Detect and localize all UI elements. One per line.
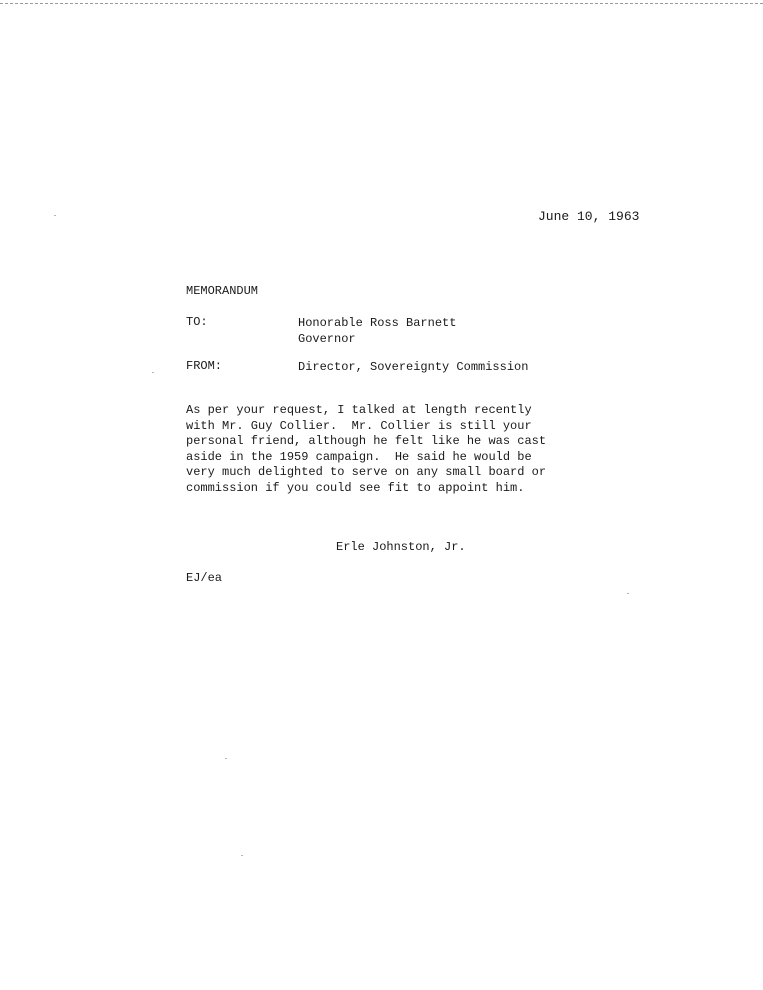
memo-date: June 10, 1963	[538, 209, 640, 224]
body-line: aside in the 1959 campaign. He said he would be	[186, 449, 532, 464]
scan-speck	[225, 758, 227, 759]
scan-speck	[54, 215, 56, 216]
signature: Erle Johnston, Jr.	[336, 540, 466, 554]
scan-speck	[627, 593, 629, 594]
to-label: TO:	[186, 315, 208, 329]
body-line: personal friend, although he felt like he was cast	[186, 434, 547, 448]
body-line: commission if you could see fit to appoint him.	[186, 480, 525, 495]
memo-heading: MEMORANDUM	[186, 284, 259, 298]
scan-speck	[152, 372, 154, 373]
scan-speck	[241, 855, 243, 856]
to-value	[298, 315, 456, 347]
typist-initials: EJ/ea	[186, 571, 223, 585]
body-line: As per your request, I talked at length recently	[186, 403, 532, 417]
memo-body	[186, 403, 566, 496]
from-label: FROM:	[186, 359, 223, 373]
page-top-edge	[0, 3, 763, 4]
body-line: with Mr. Guy Collier. Mr. Collier is still your	[186, 418, 532, 433]
recipient-title: Governor	[298, 332, 356, 346]
from-value: Director, Sovereignty Commission	[298, 360, 529, 374]
recipient-name: Honorable Ross Barnett	[298, 316, 457, 330]
body-line: very much delighted to serve on any small board or	[186, 465, 547, 479]
